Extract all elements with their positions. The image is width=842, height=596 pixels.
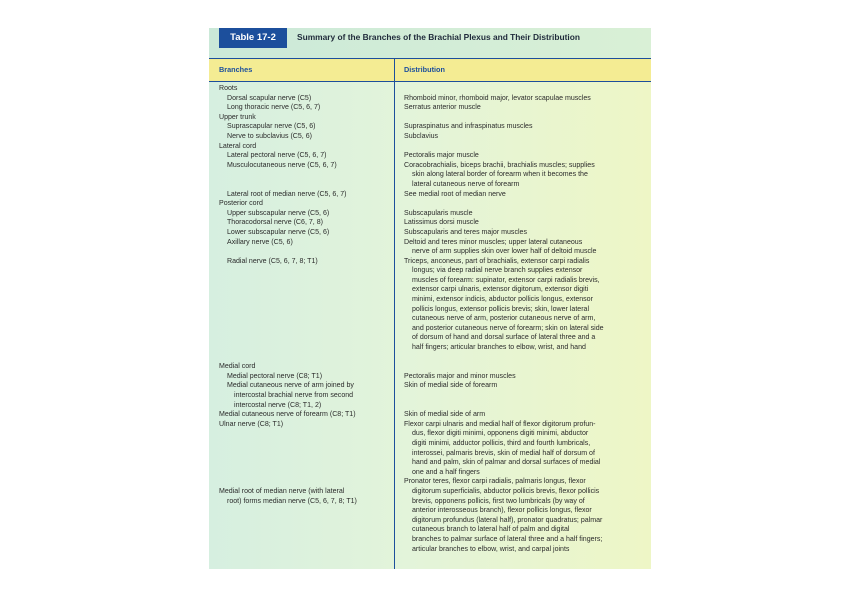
distribution-line: See medial root of median nerve — [404, 190, 506, 198]
distribution-line: hand and palm, skin of palmar and dorsal surfaces of medial — [412, 459, 601, 467]
branch-line — [219, 439, 391, 449]
distribution-line: one and a half fingers — [412, 468, 480, 476]
table-header-row — [209, 58, 651, 82]
distribution-line: cutaneous branch to lateral half of palm and digital — [412, 526, 570, 534]
table-title-bar — [209, 28, 651, 58]
branch-line: intercostal brachial nerve from second — [234, 392, 354, 399]
distribution-line: Rhomboid minor, rhomboid major, levator scapulae muscles — [404, 94, 591, 102]
branch-line: Medial root of median nerve (with lateral — [219, 487, 345, 495]
branch-line: Lower subscapular nerve (C5, 6) — [227, 228, 330, 236]
distribution-line: interossei, palmaris brevis, skin of medial half of dorsum of — [412, 449, 595, 457]
branch-line: Suprascapular nerve (C5, 6) — [227, 123, 316, 131]
distribution-line: Flexor carpi ulnaris and medial half of flexor digitorum profun- — [404, 420, 596, 428]
branch-line — [219, 324, 391, 334]
table-page — [209, 28, 651, 569]
branch-line — [219, 333, 391, 343]
distribution-line: Subscapularis and teres major muscles — [404, 228, 527, 236]
distribution-line: Skin of medial side of forearm — [404, 382, 498, 390]
distribution-line: pollicis longus, extensor pollicis brevis; skin, lower lateral — [412, 305, 590, 313]
branch-line: intercostal nerve (C8; T1, 2) — [234, 401, 322, 409]
branch-line: Lateral pectoral nerve (C5, 6, 7) — [227, 152, 327, 160]
branch-line: Medial pectoral nerve (C8; T1) — [227, 372, 323, 380]
distribution-line: extensor carpi ulnaris, extensor digitorum, extensor digiti — [412, 286, 589, 294]
distribution-line: lateral cutaneous nerve of forearm — [412, 180, 520, 188]
distribution-line: Serratus anterior muscle — [404, 104, 481, 112]
distribution-line: minimi, extensor indicis, abductor pollicis longus, extensor — [412, 296, 593, 304]
distribution-line: Triceps, anconeus, part of brachialis, extensor carpi radialis — [404, 257, 590, 265]
distribution-line: and posterior cutaneous nerve of forearm; skin on lateral side — [412, 324, 604, 332]
distribution-line: skin along lateral border of forearm when it becomes the — [412, 171, 588, 179]
distribution-line — [404, 113, 648, 123]
distribution-line — [404, 84, 648, 94]
branch-line — [219, 314, 391, 324]
distribution-header: Distribution — [404, 65, 445, 74]
distribution-line: Subscapularis muscle — [404, 209, 473, 217]
branch-line: Medial cord — [219, 363, 256, 371]
branch-line — [219, 305, 391, 315]
distribution-line: Coracobrachialis, biceps brachii, brachialis muscles; supplies — [404, 161, 595, 169]
branch-line — [219, 285, 391, 295]
branch-line: Long thoracic nerve (C5, 6, 7) — [227, 104, 321, 112]
branch-line: root) forms median nerve (C5, 6, 7, 8; T1) — [227, 497, 357, 505]
table-number-label: Table 17-2 — [219, 28, 287, 48]
branch-line — [219, 458, 391, 468]
branch-line: Lateral root of median nerve (C5, 6, 7) — [227, 190, 347, 198]
branch-line: Axillary nerve (C5, 6) — [227, 238, 293, 246]
distribution-line — [404, 362, 648, 372]
branch-line — [219, 247, 391, 257]
distribution-line: articular branches to elbow, wrist, and carpal joints — [412, 545, 570, 553]
distribution-line: half fingers; articular branches to elbow, wrist, and hand — [412, 344, 586, 352]
branch-line — [219, 266, 391, 276]
branch-line: Radial nerve (C5, 6, 7, 8; T1) — [227, 257, 318, 265]
distribution-line: Pectoralis major and minor muscles — [404, 372, 516, 380]
distribution-line: branches to palmar surface of lateral three and a half fingers; — [412, 535, 603, 543]
branch-line: Ulnar nerve (C8; T1) — [219, 420, 284, 428]
branch-line — [219, 170, 391, 180]
distribution-line — [404, 401, 648, 411]
table-title: Summary of the Branches of the Brachial Plexus and Their Distribution — [297, 32, 580, 42]
distribution-line: cutaneous nerve of arm, posterior cutaneous nerve of arm, — [412, 315, 596, 323]
column-divider — [394, 58, 395, 569]
distribution-line: anterior interosseous branch), flexor pollicis longus, flexor — [412, 507, 592, 515]
distribution-line: nerve of arm supplies skin over lower half of deltoid muscle — [412, 248, 597, 256]
branch-line: Musculocutaneous nerve (C5, 6, 7) — [227, 161, 337, 169]
branch-line — [219, 449, 391, 459]
branch-line — [219, 477, 391, 487]
branch-line: Medial cutaneous nerve of forearm (C8; T1) — [219, 411, 356, 419]
branch-line: Posterior cord — [219, 200, 263, 208]
distribution-column — [404, 84, 648, 554]
distribution-line: Supraspinatus and infraspinatus muscles — [404, 123, 533, 131]
distribution-line: digiti minimi, adductor pollicis, third and fourth lumbricals, — [412, 439, 591, 447]
distribution-line — [404, 142, 648, 152]
branch-line: Lateral cord — [219, 142, 257, 150]
distribution-line: digitorum superficialis, abductor pollicis brevis, flexor pollicis — [412, 487, 600, 495]
branch-line: Medial cutaneous nerve of arm joined by — [227, 382, 354, 390]
distribution-line: longus; via deep radial nerve branch supplies extensor — [412, 267, 583, 275]
distribution-line: digitorum profundus (lateral half), pronator quadratus; palmar — [412, 516, 603, 524]
distribution-line: Pronator teres, flexor carpi radialis, palmaris longus, flexor — [404, 478, 586, 486]
branch-line: Nerve to subclavius (C5, 6) — [227, 132, 312, 140]
branch-line — [219, 276, 391, 286]
branch-line — [219, 180, 391, 190]
branches-column — [219, 84, 391, 506]
distribution-line: Deltoid and teres minor muscles; upper lateral cutaneous — [404, 238, 583, 246]
branch-line — [219, 429, 391, 439]
branch-line — [219, 353, 391, 363]
branch-line: Roots — [219, 85, 238, 92]
distribution-line — [404, 391, 648, 401]
branch-line: Thoracodorsal nerve (C6, 7, 8) — [227, 219, 323, 227]
branch-line: Dorsal scapular nerve (C5) — [227, 94, 312, 102]
distribution-line — [404, 353, 648, 363]
branch-line: Upper trunk — [219, 113, 256, 121]
distribution-line: of dorsum of hand and dorsal surface of lateral three and a — [412, 334, 596, 342]
distribution-line: Latissimus dorsi muscle — [404, 219, 479, 227]
branch-line: Upper subscapular nerve (C5, 6) — [227, 209, 330, 217]
distribution-line: Subclavius — [404, 132, 439, 140]
distribution-line: dus, flexor digiti minimi, opponens digiti minimi, abductor — [412, 430, 589, 438]
distribution-line: Pectoralis major muscle — [404, 152, 479, 160]
branches-header: Branches — [219, 65, 253, 74]
distribution-line: muscles of forearm: supinator, extensor carpi radialis brevis, — [412, 276, 600, 284]
distribution-line: brevis, opponens pollicis, first two lumbricals (by way of — [412, 497, 585, 505]
distribution-line — [404, 199, 648, 209]
branch-line — [219, 295, 391, 305]
branch-line — [219, 468, 391, 478]
branch-line — [219, 343, 391, 353]
distribution-line: Skin of medial side of arm — [404, 411, 486, 419]
